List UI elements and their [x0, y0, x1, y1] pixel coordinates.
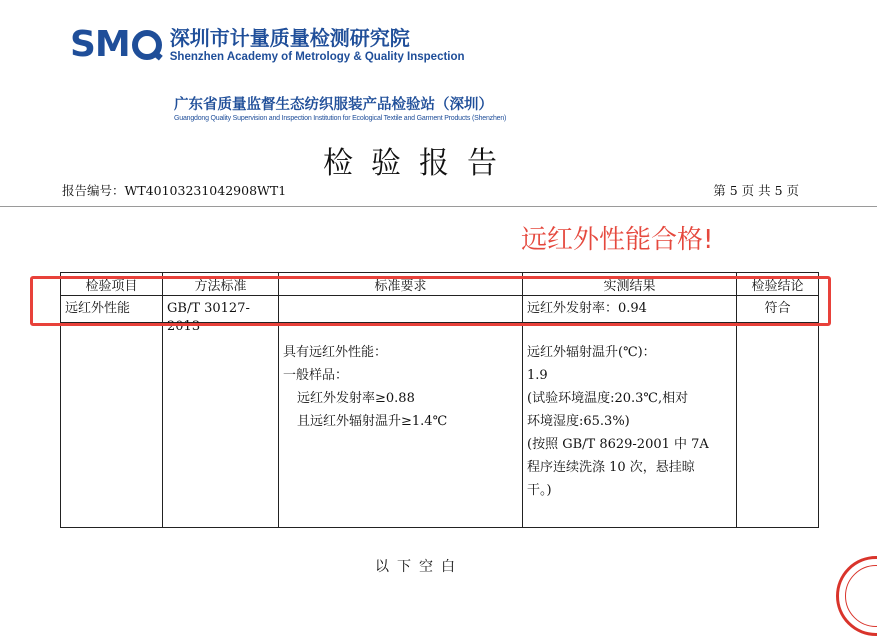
org-name	[170, 26, 465, 64]
conclusion-cell: 符合	[737, 296, 819, 323]
item-cell: 远红外性能	[61, 296, 163, 323]
header-result: 实测结果	[523, 273, 737, 296]
result-line: 干。)	[527, 483, 552, 498]
report-number: 报告编号：WT40103231042908WT1	[62, 183, 287, 198]
header-requirement: 标准要求	[279, 273, 523, 296]
result-line: 远红外辐射温升(℃)：	[527, 345, 656, 360]
header-divider	[0, 206, 877, 207]
verdict-annotation: 远红外性能合格!	[521, 225, 714, 255]
q-logo-icon	[132, 30, 162, 60]
header-conclusion: 检验结论	[737, 273, 819, 296]
page-number: 第 5 页 共 5 页	[713, 183, 799, 198]
smq-letters: SM	[70, 24, 130, 65]
method-cell-continued	[163, 319, 279, 528]
report-title: 检验报告	[323, 146, 515, 181]
method-cell: GB/T 30127-	[163, 296, 279, 323]
conclusion-cell-continued	[737, 323, 819, 528]
result-line: (试验环境温度:20.3℃,相对	[527, 391, 689, 406]
result-cell: 远红外发射率：0.94	[523, 296, 737, 323]
header-method: 方法标准	[163, 273, 279, 296]
requirement-line: 具有远红外性能：	[283, 345, 388, 360]
sub-org	[174, 96, 506, 124]
requirement-line: 远红外发射率≥0.88	[297, 391, 415, 406]
org-name-en: Shenzhen Academy of Metrology & Quality Inspection	[169, 51, 465, 63]
result-line: (按照 GB/T 8629-2001 中 7A	[527, 437, 709, 452]
org-name-cn: 深圳市计量质量检测研究院	[169, 26, 410, 50]
header-item: 检验项目	[61, 273, 163, 296]
highlight-box	[30, 276, 831, 326]
result-line: 程序连续洗涤 10 次，悬挂晾	[527, 460, 695, 475]
result-line: 环境湿度:65.3%)	[527, 414, 630, 429]
result-line: 1.9	[527, 368, 548, 383]
smq-logo	[70, 24, 162, 65]
blank-below-note: 以下空白	[375, 559, 463, 575]
table-row	[61, 323, 819, 528]
result-detail-cell	[523, 323, 737, 528]
requirement-line: 且远红外辐射温升≥1.4℃	[297, 414, 448, 429]
logo-area	[70, 26, 465, 64]
sub-org-en: Guangdong Quality Supervision and Inspection Institution for Ecological Textile and Garment Products (Shenzhen)	[174, 115, 507, 122]
sub-org-cn: 广东省质量监督生态纺织服装产品检验站（深圳）	[174, 97, 493, 113]
method-line: 2013	[167, 319, 201, 334]
requirement-line: 一般样品：	[283, 368, 349, 383]
item-cell-continued	[61, 323, 163, 528]
seal-stamp	[836, 556, 877, 636]
requirement-cell	[279, 323, 523, 528]
